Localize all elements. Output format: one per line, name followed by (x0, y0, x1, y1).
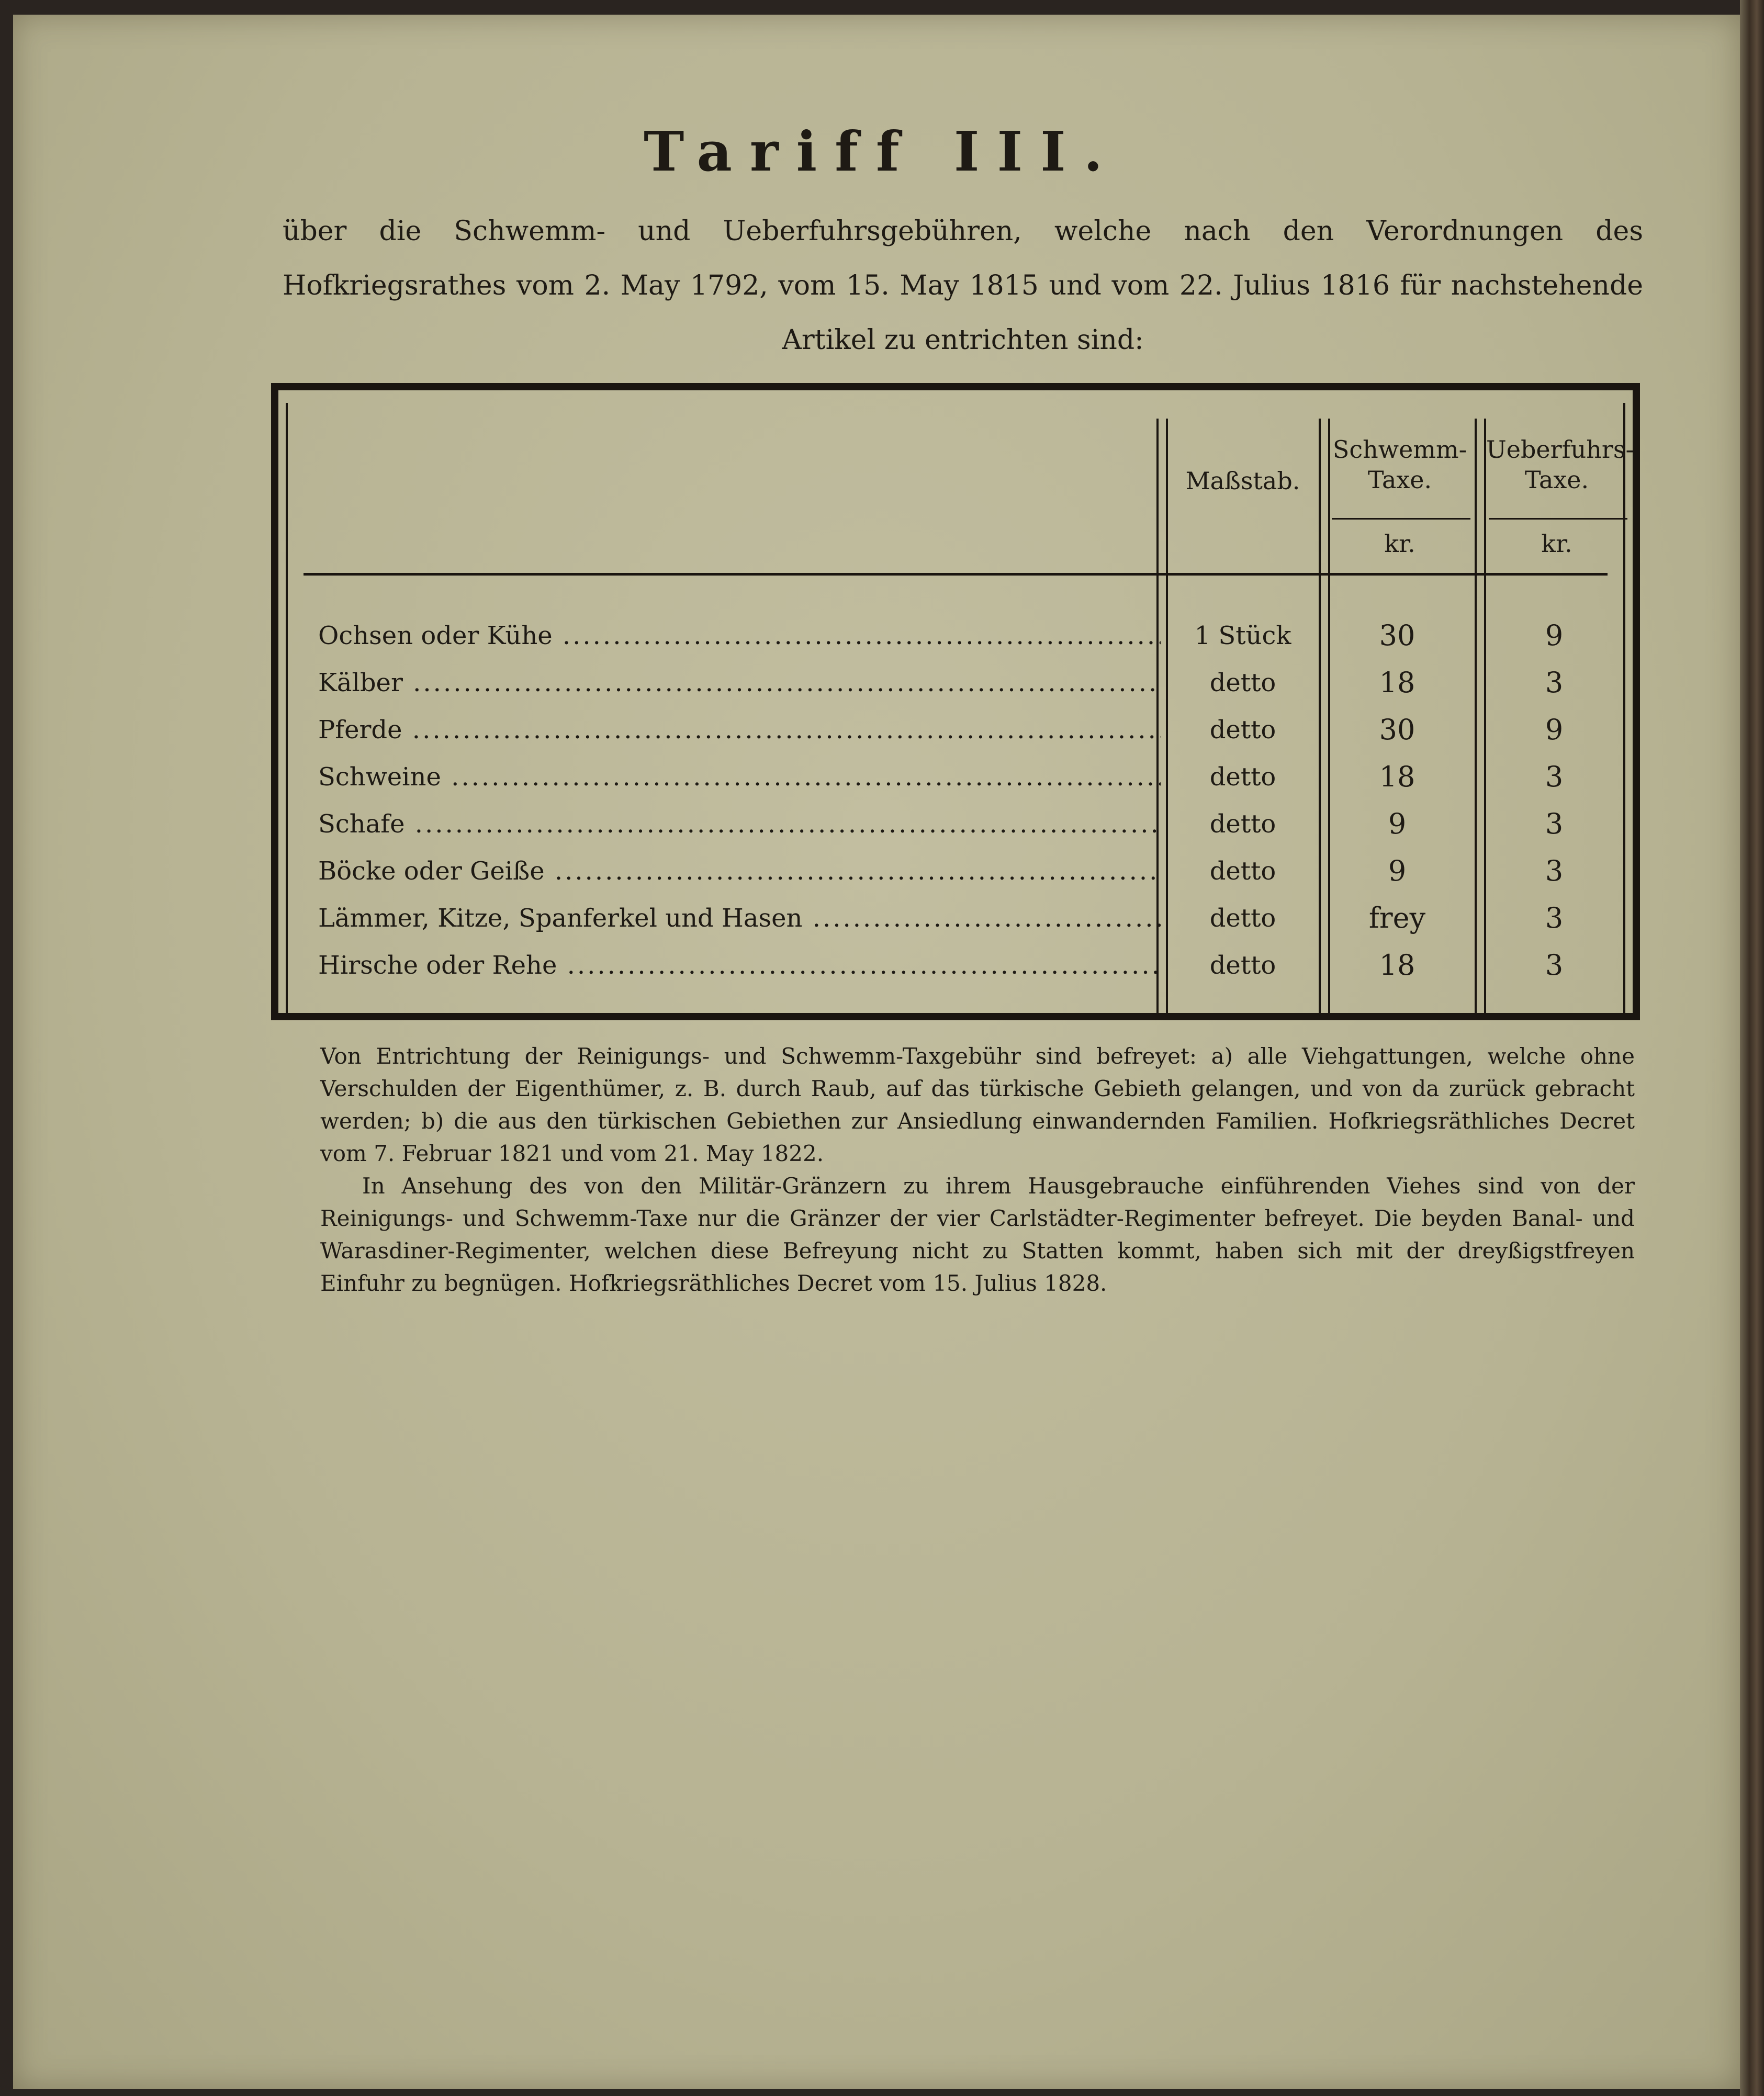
massstab-value: detto (1209, 809, 1276, 839)
schwemm-value: 30 (1379, 713, 1415, 746)
massstab-value: detto (1209, 904, 1276, 933)
animal-name: Schafe ..... (318, 801, 1161, 848)
header-schwemm: Schwemm-Taxe. (1332, 435, 1467, 494)
table-row (288, 848, 1623, 895)
tariff-table (271, 383, 1640, 1020)
animal-name: Schweine ..... (318, 753, 1161, 801)
ueberfuhr-value: 9 (1545, 619, 1564, 652)
ueberfuhr-value: 3 (1545, 901, 1564, 934)
ueberfuhr-value: 3 (1545, 807, 1564, 840)
schwemm-value: 9 (1388, 807, 1407, 840)
header-separator (304, 573, 1608, 576)
ueberfuhr-value: 3 (1545, 666, 1564, 699)
table-row (288, 801, 1623, 848)
header-ueberfuhr: Ueberfuhrs-Taxe. (1486, 435, 1634, 494)
schwemm-value: frey (1368, 901, 1426, 934)
table-row (288, 706, 1623, 753)
unit-divider-ueberfuhr (1489, 518, 1627, 520)
animal-name: Ochsen oder Kühe ..... (318, 612, 1161, 659)
unit-ueberfuhr: kr. (1541, 529, 1572, 558)
ueberfuhr-value: 3 (1545, 760, 1564, 793)
ueberfuhr-value: 3 (1545, 949, 1564, 982)
schwemm-value: 18 (1379, 666, 1415, 699)
animal-name: Kälber ..... (318, 659, 1161, 706)
schwemm-value: 18 (1379, 949, 1415, 982)
schwemm-value: 9 (1388, 854, 1407, 887)
table-row (288, 753, 1623, 801)
table-row (288, 659, 1623, 706)
massstab-value: 1 Stück (1194, 621, 1291, 650)
ueberfuhr-value: 3 (1545, 854, 1564, 887)
footnotes (320, 1040, 1635, 1300)
ueberfuhr-value: 9 (1545, 713, 1564, 746)
table-row (288, 895, 1623, 942)
massstab-value: detto (1209, 715, 1276, 745)
animal-name: Pferde ..... (318, 706, 1161, 753)
page-title: Tariff III. (644, 119, 1120, 184)
intro-paragraph: über die Schwemm- und Ueberfuhrsgebühren, welche nach den Verordnungen des Hofkriegsrathes vom 2. May 1792, vom 15. May 1815 und vom 22. Julius 1816 für nachstehende Artikel zu entrichten sind: (283, 216, 1643, 356)
header-massstab: Maßstab. (1185, 467, 1300, 495)
schwemm-value: 30 (1379, 619, 1415, 652)
footnote-military-border: In Ansehung des von den Militär-Gränzern zu ihrem Hausgebrauche einführenden Viehes sind von der Reinigungs- und Schwemm-Taxe nur die Gränzer der vier Carlstädter-Regimenter befreyet. Die beyden Banal- und Warasdiner-Regimenter, welchen diese Befreyung nicht zu Statten kommt, haben sich mit der dreyßigstfreyen Einfuhr zu begnügen. Hofkriegsräthliches Decret vom 15. Julius 1828. (320, 1173, 1635, 1296)
schwemm-value: 18 (1379, 760, 1415, 793)
animal-name: Hirsche oder Rehe ..... (318, 942, 1161, 989)
table-inner-frame (286, 403, 1634, 1020)
massstab-value: detto (1209, 857, 1276, 886)
book-spine (1740, 0, 1764, 2096)
massstab-value: detto (1209, 668, 1276, 697)
animal-name: Lämmer, Kitze, Spanferkel und Hasen ..... (318, 895, 1161, 942)
unit-divider-schwemm (1332, 518, 1470, 520)
table-row (288, 942, 1623, 989)
footnote-exemption: Von Entrichtung der Reinigungs- und Schwemm-Taxgebühr sind befreyet: a) alle Viehgattungen, welche ohne Verschulden der Eigenthümer, z. B. durch Raub, auf das türkische Gebieth gelangen, und von da zurück gebracht werden; b) die aus den türkischen Gebiethen zur Ansiedlung einwandernden Familien. Hofkriegsräthliches Decret vom 7. Februar 1821 und vom 21. May 1822. (320, 1043, 1635, 1166)
table-row (288, 612, 1623, 659)
unit-schwemm: kr. (1384, 529, 1415, 558)
massstab-value: detto (1209, 762, 1276, 792)
animal-name: Böcke oder Geiße ..... (318, 848, 1161, 895)
massstab-value: detto (1209, 951, 1276, 980)
